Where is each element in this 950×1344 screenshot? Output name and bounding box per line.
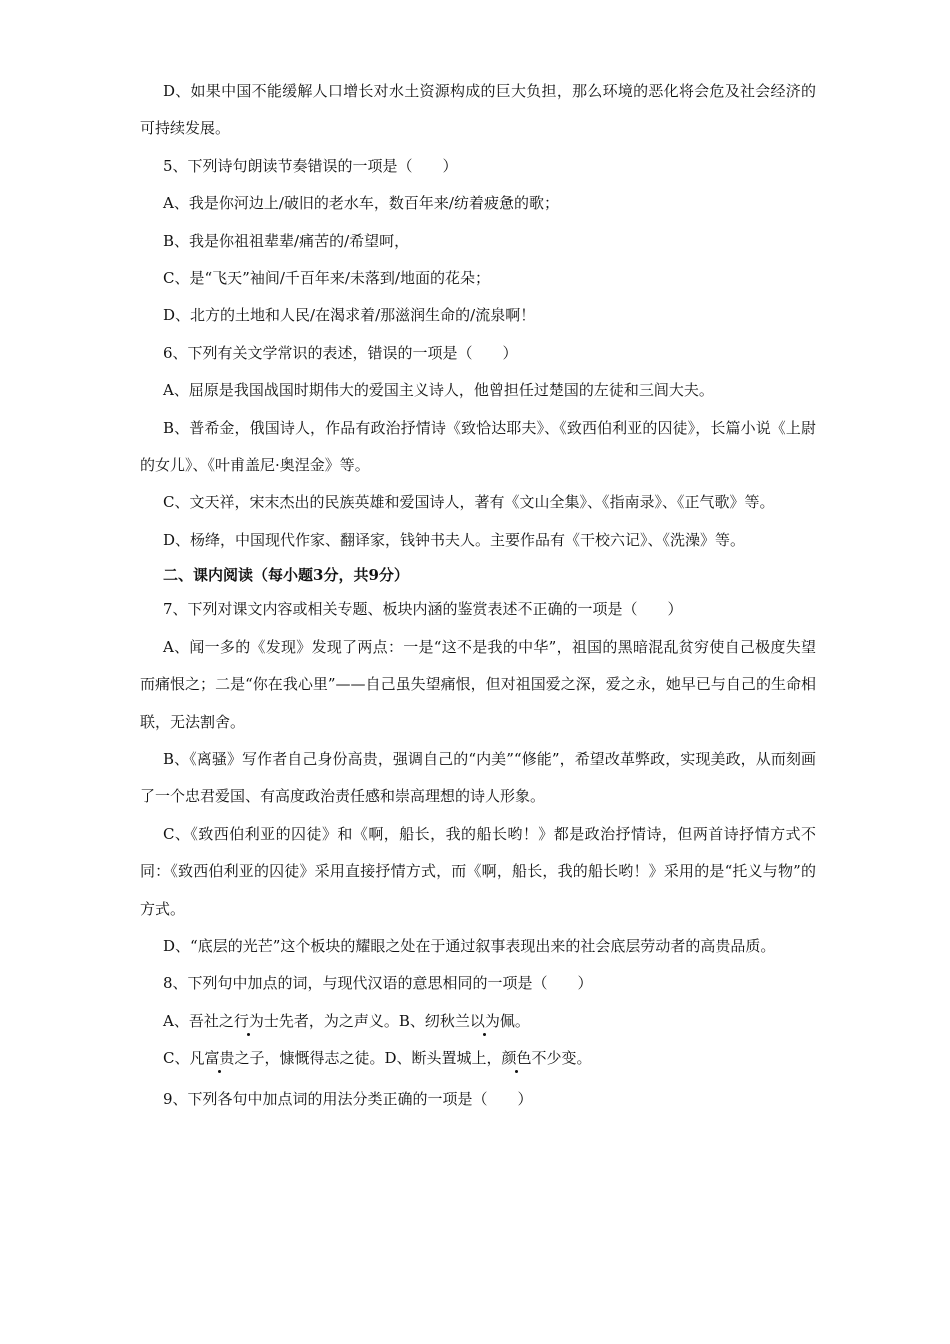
q8-options-cd: [140, 1040, 816, 1077]
question-6: 6、下列有关文学常识的表述，错误的一项是（ ）: [163, 343, 518, 362]
question-5: 5、下列诗句朗读节奏错误的一项是（ ）: [163, 156, 458, 175]
question-8: 8、下列句中加点的词，与现代汉语的意思相同的一项是（ ）: [163, 974, 593, 993]
paragraph: D、如果中国不能缓解人口增长对水土资源构成的巨大负担，那么环境的恶化将会危及社会经济的可持续发展。: [140, 82, 816, 138]
document-page: [140, 73, 816, 1118]
option: D、杨绛，中国现代作家、翻译家，钱钟书夫人。主要作品有《干校六记》、《洗澡》等。: [163, 530, 746, 549]
option: B、我是你祖祖辈辈/痛苦的/希望呵，: [163, 231, 410, 250]
text: 不少变。: [531, 1049, 592, 1068]
option: D、北方的土地和人民/在渴求着/那滋润生命的/流泉啊！: [163, 306, 536, 325]
section-heading: 二、课内阅读（每小题3分，共9分）: [163, 566, 409, 585]
q8-options-ab: [140, 1003, 816, 1040]
question-9: 9、下列各句中加点词的用法分类正确的一项是（ ）: [163, 1089, 533, 1108]
text: A、吾社之: [163, 1011, 234, 1030]
text: 佩。: [499, 1011, 530, 1030]
option: C、《致西伯利亚的囚徒》和《啊，船长，我的船长哟！》都是政治抒情诗，但两首诗抒情方式不同：《致西伯利亚的囚徒》采用直接抒情方式，而《啊，船长，我的船长哟！》采用的是“托义与物”的方式。: [140, 824, 816, 918]
dotted-word: 以为: [469, 1011, 500, 1030]
text: C、凡: [163, 1049, 205, 1068]
option: D、“底层的光芒”这个板块的耀眼之处在于通过叙事表现出来的社会底层劳动者的高贵品质。: [163, 936, 776, 955]
question-7: 7、下列对课文内容或相关专题、板块内涵的鉴赏表述不正确的一项是（ ）: [163, 600, 683, 619]
option: B、普希金，俄国诗人，作品有政治抒情诗《致恰达耶夫》、《致西伯利亚的囚徒》，长篇小说《上尉的女儿》、《叶甫盖尼·奥涅金》等。: [140, 418, 816, 475]
option: A、闻一多的《发现》发现了两点：一是“这不是我的中华”，祖国的黑暗混乱贫穷使自己极度失望而痛恨之；二是“你在我心里”——自己虽失望痛恨，但对祖国爱之深，爱之永，她早已与自己的生命相联，无法割舍。: [140, 637, 816, 731]
dotted-word: 富贵: [204, 1049, 235, 1068]
text: 士先者，为之声义。B、纫秋兰: [263, 1011, 470, 1030]
option: A、屈原是我国战国时期伟大的爱国主义诗人，他曾担任过楚国的左徒和三闾大夫。: [163, 381, 714, 400]
text: 之子，慷慨得志之徒。D、断头置城上，: [234, 1049, 502, 1068]
option: B、《离骚》写作者自己身份高贵，强调自己的“内美”“修能”，希望改革弊政，实现美政，从而刻画了一个忠君爱国、有高度政治责任感和崇高理想的诗人形象。: [140, 749, 816, 806]
option: C、是“飞天”袖间/千百年来/未落到/地面的花朵；: [163, 269, 490, 288]
dotted-word: 行为: [233, 1011, 264, 1030]
option: A、我是你河边上/破旧的老水车，数百年来/纺着疲惫的歌；: [163, 194, 559, 213]
option: C、文天祥，宋末杰出的民族英雄和爱国诗人，著有《文山全集》、《指南录》、《正气歌》等。: [163, 493, 775, 512]
dotted-word: 颜色: [501, 1049, 532, 1068]
